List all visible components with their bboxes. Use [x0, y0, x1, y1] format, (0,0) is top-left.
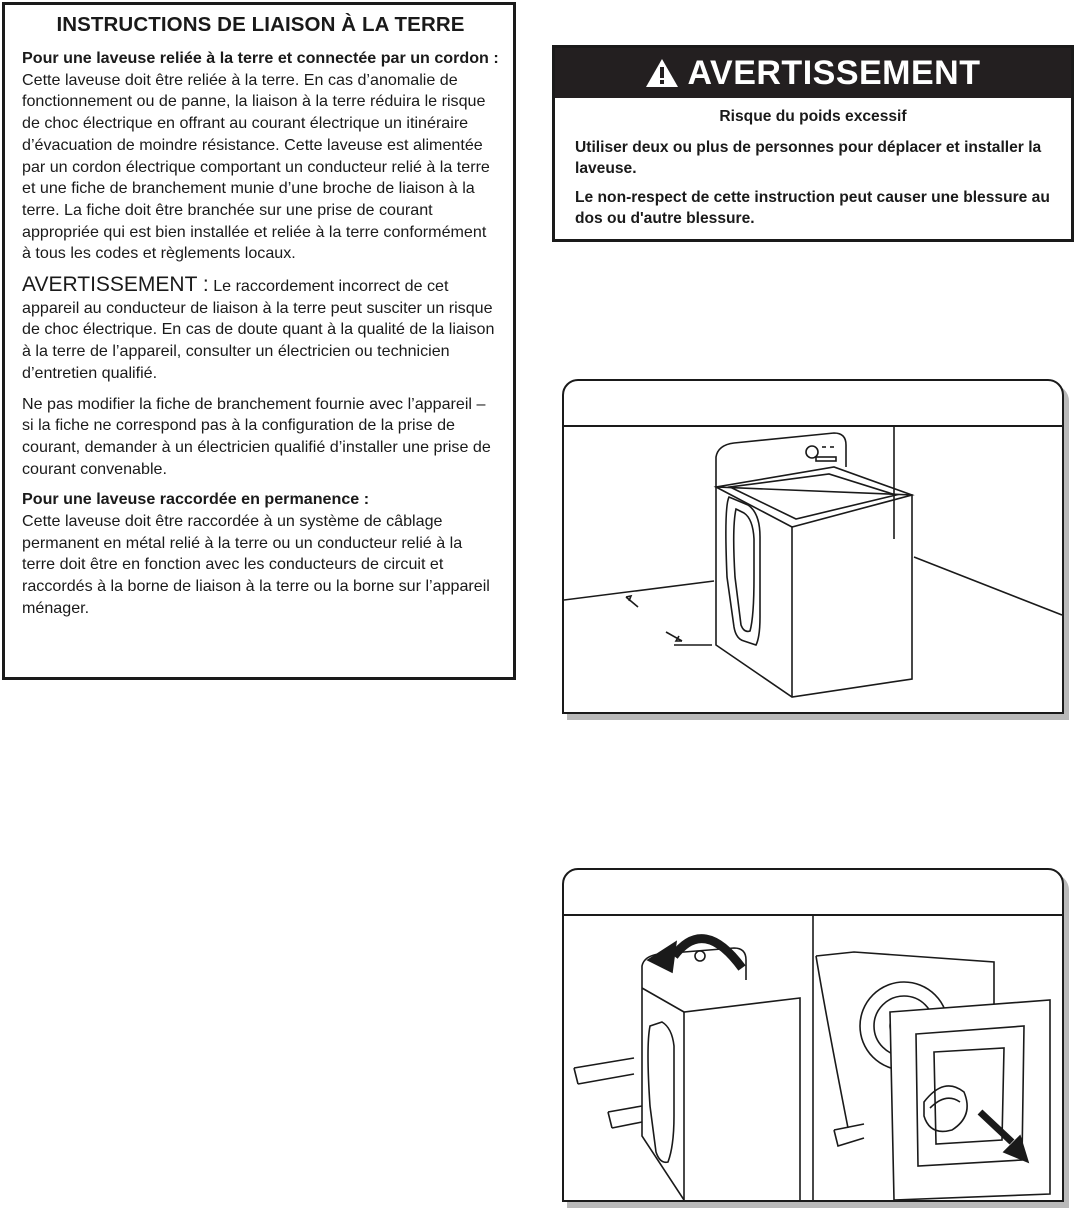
- excess-weight-warning: [552, 45, 1074, 242]
- warning-header: [555, 48, 1071, 98]
- permanent-paragraph: [22, 489, 499, 619]
- warning-subtitle: Risque du poids excessif: [719, 108, 907, 125]
- warning-label: AVERTISSEMENT :: [22, 273, 209, 297]
- grounding-title: INSTRUCTIONS DE LIAISON À LA TERRE: [56, 13, 465, 36]
- warning-line-1: Utiliser deux ou plus de personnes pour déplacer et installer la laveuse.: [575, 139, 1042, 177]
- figure-caption-bar: [564, 870, 1062, 916]
- plug-paragraph: [22, 394, 499, 481]
- cord-heading: Pour une laveuse reliée à la terre et connectée par un cordon :: [22, 49, 499, 67]
- figure-washer-corner: [562, 379, 1064, 714]
- warning-title: AVERTISSEMENT: [687, 53, 981, 92]
- figure-caption-bar: [564, 381, 1062, 427]
- cord-text: Cette laveuse doit être reliée à la terre. En cas d’anomalie de fonctionnement ou de panne, la liaison à la terre réduira le risque de choc électrique en offrant au courant électrique un itinéraire d’évacuation de moindre résistance. Cette laveuse est alimentée par un cordon électrique comportant un conducteur relié à la terre et une fiche de branchement munie d’une broche de liaison à la terre. La fiche doit être branchée sur une prise de courant appropriée qui est bien installée et reliée à la terre conformément à tous les codes et règlements locaux.: [22, 70, 490, 263]
- washer-on-cardboard-rails-illustration: [574, 939, 800, 1200]
- plug-text: Ne pas modifier la fiche de branchement fournie avec l’appareil – si la fiche ne correspond pas à la configuration de la prise de courant, demander à un électricien qualifié d’installer une prise de courant convenable.: [22, 394, 491, 478]
- grounding-instructions-box: [2, 2, 516, 680]
- permanent-heading: Pour une laveuse raccordée en permanence :: [22, 490, 370, 509]
- washer-remove-shipping-bracket-illustration: [816, 952, 1050, 1200]
- warning-line-2: Le non-respect de cette instruction peut causer une blessure au dos ou d'autre blessure.: [575, 189, 1050, 227]
- cord-paragraph: [22, 48, 499, 265]
- warning-paragraph: [22, 274, 499, 385]
- permanent-text: Cette laveuse doit être raccordée à un système de câblage permanent en métal relié à la terre ou un conducteur relié à la terre doit être en fonction avec les conducteurs de circuit et raccordés à la borne de liaison à la terre ou la borne sur l’appareil ménager.: [22, 512, 490, 617]
- figure-washer-rails: [562, 868, 1064, 1202]
- warning-text: Le raccordement incorrect de cet appareil au conducteur de liaison à la terre peut susciter un risque de choc électrique. En cas de doute quant à la qualité de la liaison à la terre de l’appareil, consulter un électricien ou technicien d’entretien qualifié.: [22, 277, 495, 382]
- warning-triangle-icon: [645, 58, 679, 88]
- washer-in-corner-illustration: [564, 427, 1062, 712]
